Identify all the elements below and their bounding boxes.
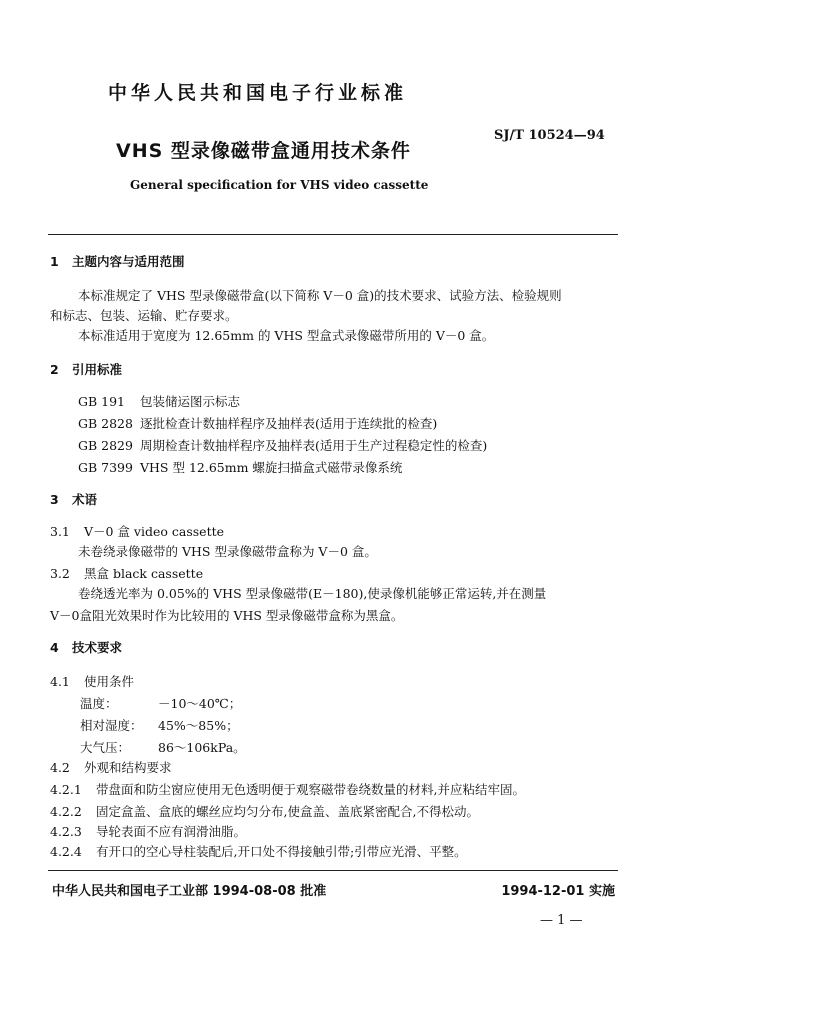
section-3-heading [50, 490, 97, 508]
condition-label: 大气压： [80, 740, 131, 755]
item-text: 固定盒盖、盒底的螺丝应均匀分布,使盒盖、盖底紧密配合,不得松动。 [96, 804, 479, 819]
section-title: 主题内容与适用范围 [72, 254, 185, 269]
section-number: 3 [50, 492, 59, 507]
header-divider [48, 234, 618, 235]
condition-value: －10～40℃； [158, 696, 242, 711]
term-3-2-definition-line-1: 卷绕透光率为 0.05%的 VHS 型录像磁带(E－180),使录像机能够正常运转,并在测量 [78, 586, 547, 601]
term-name: V－0 盒 video cassette [84, 524, 225, 539]
item-number: 4.2.1 [50, 782, 82, 797]
term-3-2 [50, 564, 203, 582]
standard-title: 中华人民共和国电子行业标准 [108, 82, 408, 104]
requirement-item [50, 802, 479, 820]
reference-code: GB 2829 [78, 438, 133, 453]
subsection-4-2 [50, 758, 172, 776]
term-number: 3.1 [50, 524, 70, 539]
section-2-heading [50, 360, 122, 378]
requirement-item [50, 780, 525, 798]
item-text: 导轮表面不应有润滑油脂。 [96, 824, 247, 839]
section-1-heading [50, 252, 185, 270]
term-3-1 [50, 522, 224, 540]
standard-code: SJ/T 10524—94 [494, 128, 605, 143]
reference-text: 逐批检查计数抽样程序及抽样表(适用于连续批的检查) [140, 416, 438, 431]
section-4-heading [50, 638, 122, 656]
subsection-number: 4.2 [50, 760, 70, 775]
item-text: 带盘面和防尘窗应使用无色透明便于观察磁带卷绕数量的材料,并应粘结牢固。 [96, 782, 525, 797]
requirement-item [50, 842, 467, 860]
section-title: 术语 [72, 492, 98, 507]
section-1-para-2: 本标准适用于宽度为 12.65mm 的 VHS 型盒式录像磁带所用的 V－0 盒。 [78, 328, 495, 343]
section-title: 技术要求 [72, 640, 123, 655]
condition-label: 温度： [80, 696, 118, 711]
item-number: 4.2.3 [50, 824, 82, 839]
section-number: 2 [50, 362, 59, 377]
section-number: 4 [50, 640, 59, 655]
reference-item [78, 392, 240, 410]
section-number: 1 [50, 254, 59, 269]
reference-code: GB 7399 [78, 460, 133, 475]
section-title: 引用标准 [72, 362, 123, 377]
item-number: 4.2.4 [50, 844, 82, 859]
term-3-1-definition: 未卷绕录像磁带的 VHS 型录像磁带盒称为 V－0 盒。 [78, 544, 377, 559]
footer-divider [48, 870, 618, 871]
term-number: 3.2 [50, 566, 70, 581]
condition-value: 45%～85%； [158, 718, 239, 733]
approval-line: 中华人民共和国电子工业部 1994-08-08 批准 [52, 884, 327, 899]
condition-row [80, 738, 246, 756]
reference-text: 周期检查计数抽样程序及抽样表(适用于生产过程稳定性的检查) [140, 438, 488, 453]
reference-text: VHS 型 12.65mm 螺旋扫描盒式磁带录像系统 [140, 460, 403, 475]
reference-item [78, 458, 402, 476]
condition-row [80, 716, 239, 734]
requirement-item [50, 822, 246, 840]
term-3-2-definition-line-2: V－0盒阻光效果时作为比较用的 VHS 型录像磁带盒称为黑盒。 [50, 608, 404, 623]
reference-code: GB 191 [78, 394, 126, 409]
condition-value: 86～106kPa。 [158, 740, 246, 755]
item-number: 4.2.2 [50, 804, 82, 819]
document-title: VHS 型录像磁带盒通用技术条件 [116, 140, 411, 162]
reference-item [78, 436, 487, 454]
reference-text: 包装储运图示标志 [140, 394, 241, 409]
item-text: 有开口的空心导柱装配后,开口处不得接触引带;引带应光滑、平整。 [96, 844, 467, 859]
subsection-title: 使用条件 [84, 674, 135, 689]
subsection-4-1 [50, 672, 134, 690]
subsection-number: 4.1 [50, 674, 70, 689]
page-number: — 1 — [540, 913, 583, 928]
subsection-title: 外观和结构要求 [84, 760, 172, 775]
section-1-para-1-line-1: 本标准规定了 VHS 型录像磁带盒(以下简称 V－0 盒)的技术要求、试验方法、检验规则 [78, 288, 562, 303]
condition-row [80, 694, 241, 712]
section-1-para-1-line-2: 和标志、包装、运输、贮存要求。 [50, 308, 238, 323]
reference-item [78, 414, 437, 432]
condition-label: 相对湿度： [80, 718, 143, 733]
reference-code: GB 2828 [78, 416, 133, 431]
term-name: 黑盒 black cassette [84, 566, 204, 581]
implementation-date: 1994-12-01 实施 [501, 884, 615, 899]
english-title: General specification for VHS video cassette [130, 178, 429, 192]
